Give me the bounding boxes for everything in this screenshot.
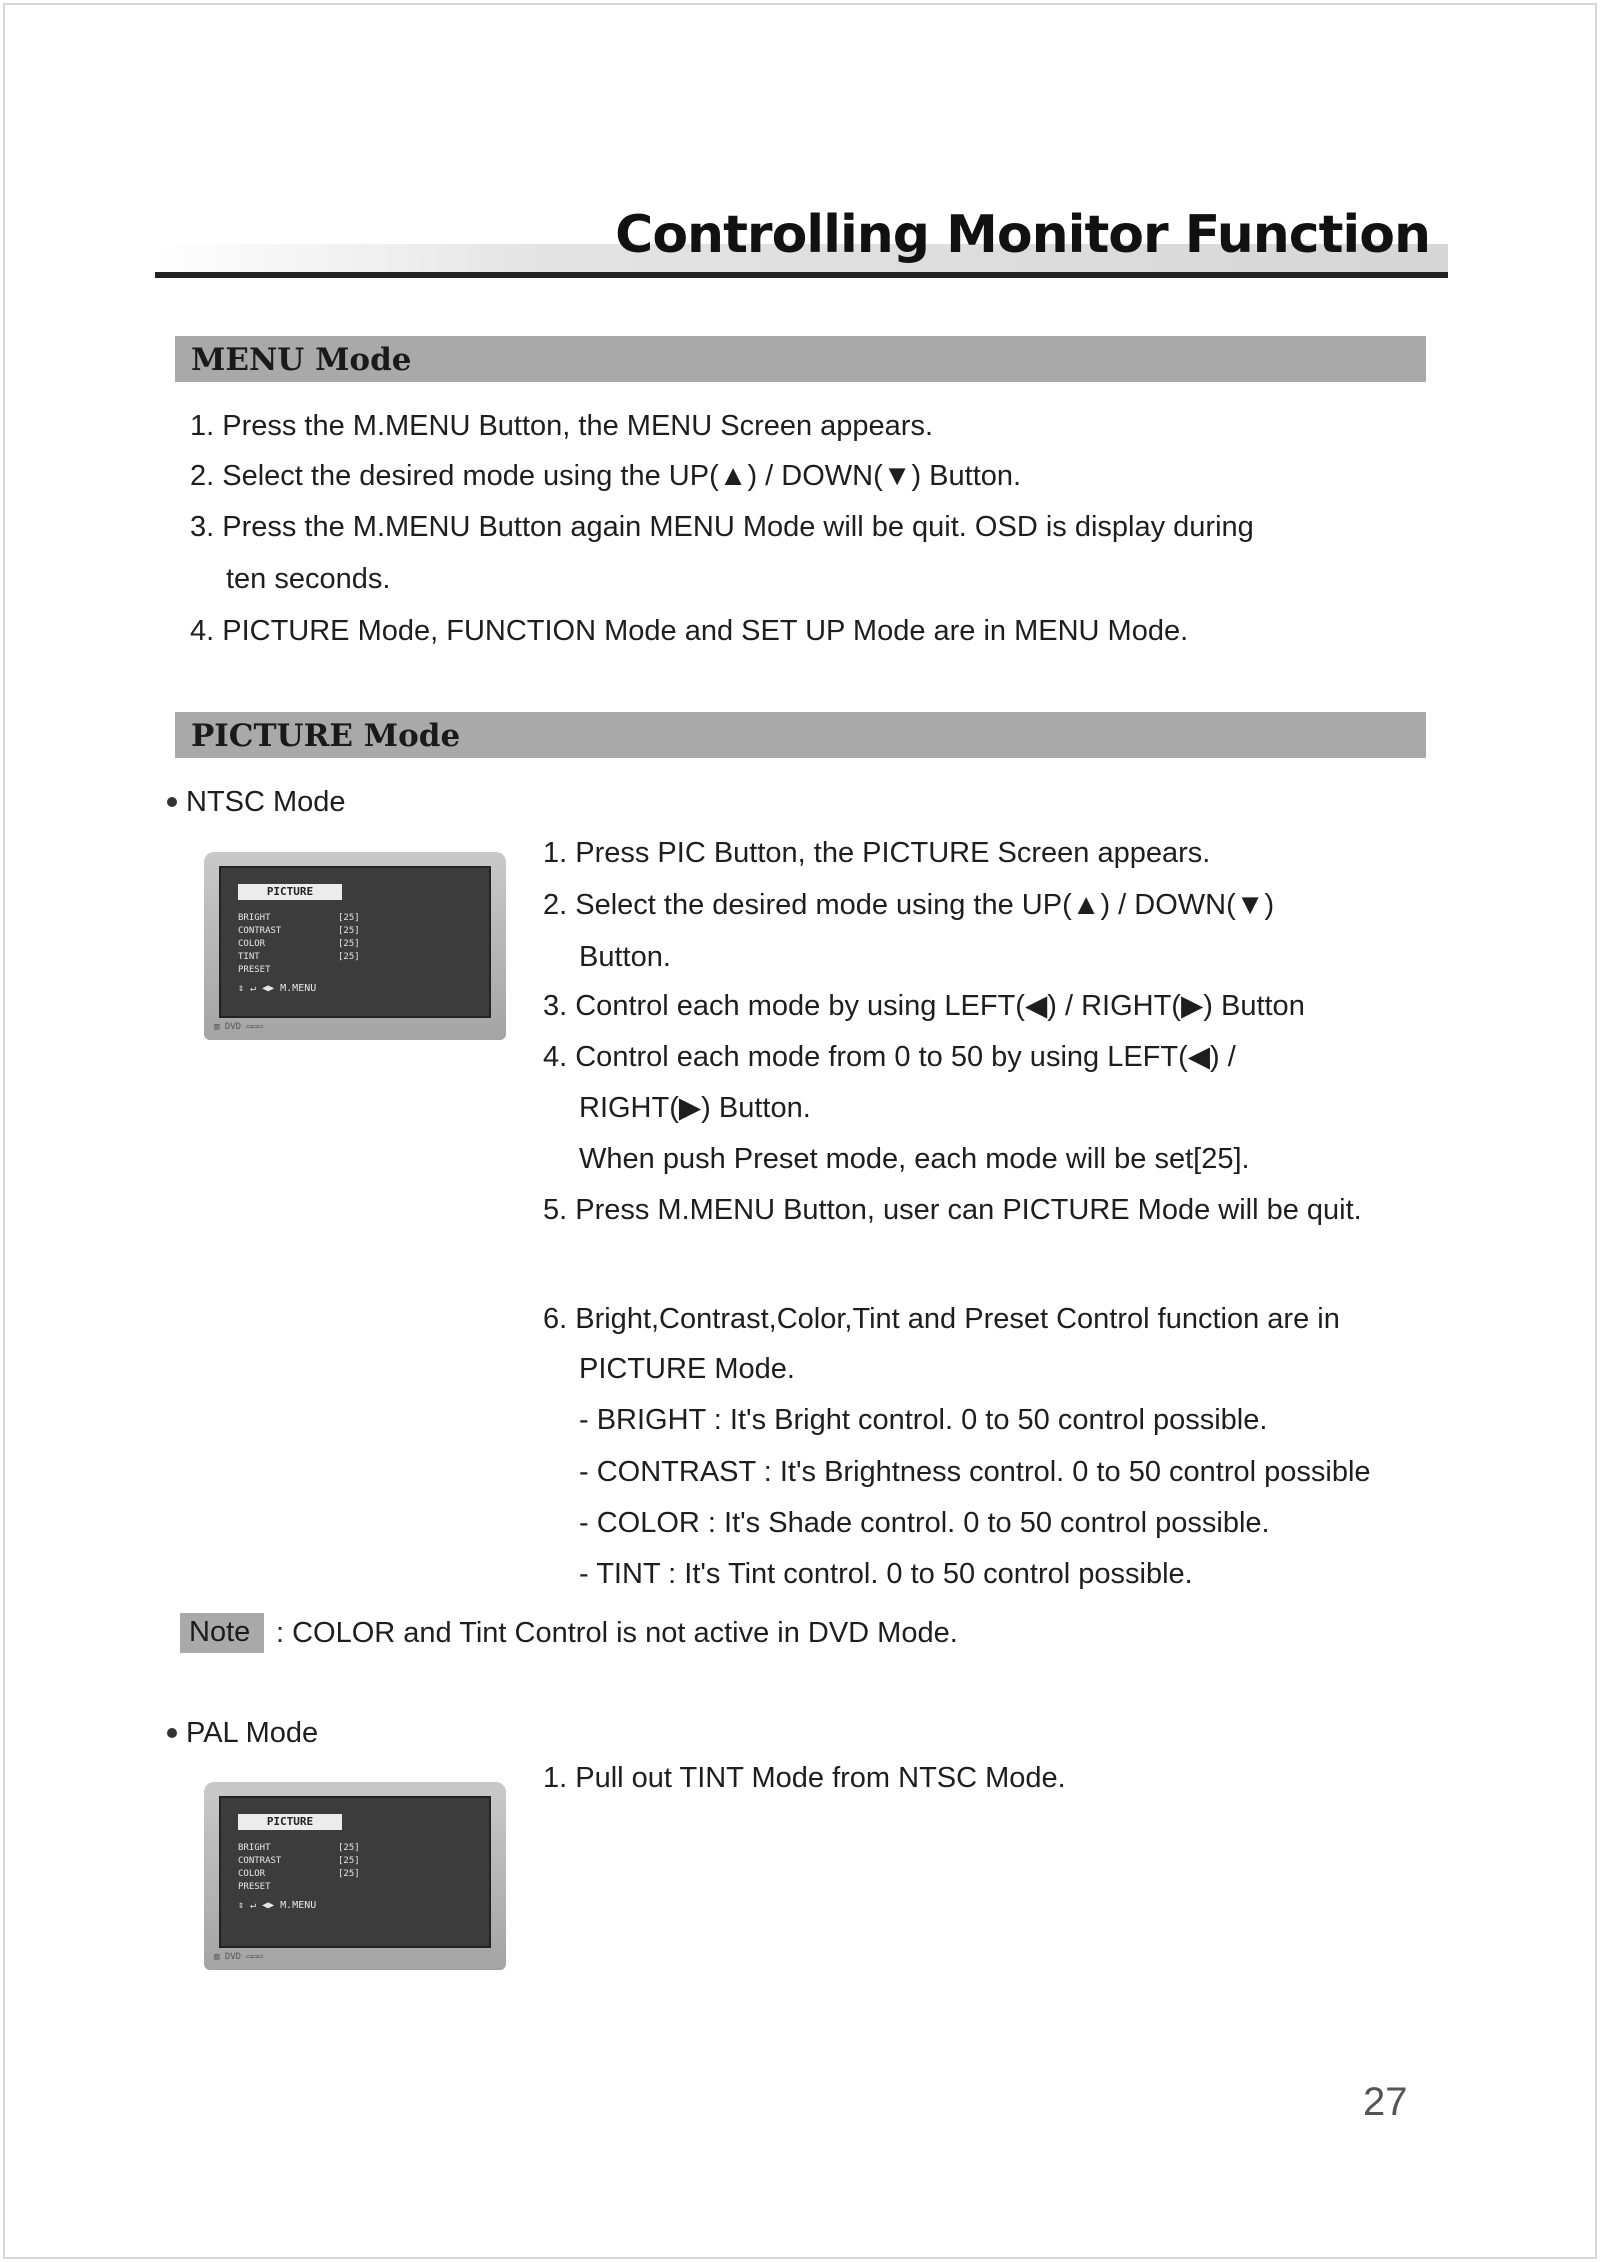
ntsc-step-3: 3. Control each mode by using LEFT(◀) / RIGHT(▶) Button: [543, 990, 1305, 1022]
osd-row: BRIGHT: [238, 913, 271, 923]
ntsc-step-5: 5. Press M.MENU Button, user can PICTURE Mode will be quit.: [543, 1194, 1362, 1226]
menu-step-3-cont: ten seconds.: [226, 563, 391, 595]
color-desc: - COLOR : It's Shade control. 0 to 50 control possible.: [579, 1507, 1270, 1539]
ntsc-step-4-preset: When push Preset mode, each mode will be set[25].: [579, 1143, 1250, 1175]
bullet-icon: [167, 1728, 177, 1738]
bullet-icon: [167, 797, 177, 807]
ntsc-step-6: 6. Bright,Contrast,Color,Tint and Preset Control function are in: [543, 1303, 1340, 1335]
osd-value: [25]: [338, 913, 360, 923]
osd-value: [25]: [338, 1843, 360, 1853]
ntsc-step-2-cont: Button.: [579, 941, 671, 973]
osd-row: TINT: [238, 952, 260, 962]
osd-title: PICTURE: [238, 884, 342, 900]
pal-monitor-image: [204, 1782, 506, 1970]
osd-nav: ⇕ ↵ ◀▶ M.MENU: [238, 983, 317, 994]
page-title: Controlling Monitor Function: [615, 205, 1430, 265]
ntsc-step-2: 2. Select the desired mode using the UP(▲) / DOWN(▼): [543, 889, 1275, 921]
osd-value: [25]: [338, 952, 360, 962]
section-header-picture-mode: [175, 712, 1426, 758]
ntsc-step-4-cont: RIGHT(▶) Button.: [579, 1092, 811, 1124]
ntsc-step-6-cont: PICTURE Mode.: [579, 1353, 795, 1385]
osd-value: [25]: [338, 1856, 360, 1866]
pal-step-1: 1. Pull out TINT Mode from NTSC Mode.: [543, 1762, 1066, 1794]
menu-step-1: 1. Press the M.MENU Button, the MENU Screen appears.: [190, 410, 934, 442]
menu-step-3: 3. Press the M.MENU Button again MENU Mode will be quit. OSD is display during: [190, 511, 1254, 543]
osd-nav: ⇕ ↵ ◀▶ M.MENU: [238, 1900, 317, 1911]
section-header-menu-mode: [175, 336, 1426, 382]
ntsc-step-4: 4. Control each mode from 0 to 50 by using LEFT(◀) /: [543, 1041, 1236, 1073]
osd-row: CONTRAST: [238, 926, 282, 936]
menu-step-4: 4. PICTURE Mode, FUNCTION Mode and SET UP Mode are in MENU Mode.: [190, 615, 1189, 647]
section-title: MENU Mode: [191, 342, 412, 378]
ntsc-step-1: 1. Press PIC Button, the PICTURE Screen appears.: [543, 837, 1211, 869]
ntsc-monitor-image: [204, 852, 506, 1040]
osd-value: [25]: [338, 926, 360, 936]
page-number: 27: [1363, 2080, 1408, 2124]
osd-row: COLOR: [238, 1869, 266, 1879]
osd-value: [25]: [338, 1869, 360, 1879]
note-text: : COLOR and Tint Control is not active in DVD Mode.: [276, 1617, 958, 1649]
menu-step-2: 2. Select the desired mode using the UP(▲) / DOWN(▼) Button.: [190, 460, 1022, 492]
osd-row: PRESET: [238, 1882, 271, 1892]
tint-desc: - TINT : It's Tint control. 0 to 50 control possible.: [579, 1558, 1193, 1590]
osd-row: PRESET: [238, 965, 271, 975]
bright-desc: - BRIGHT : It's Bright control. 0 to 50 control possible.: [579, 1404, 1268, 1436]
note-badge: [180, 1613, 264, 1653]
ntsc-mode-label: NTSC Mode: [186, 786, 346, 818]
section-title: PICTURE Mode: [191, 718, 461, 754]
dvd-logo: ▥ DVD ▭▭▭: [214, 1952, 263, 1962]
osd-title: PICTURE: [238, 1814, 342, 1830]
header-rule: [155, 272, 1448, 278]
pal-mode-label: PAL Mode: [186, 1717, 319, 1749]
osd-row: CONTRAST: [238, 1856, 282, 1866]
osd-row: BRIGHT: [238, 1843, 271, 1853]
note-label: Note: [189, 1616, 251, 1648]
osd-row: COLOR: [238, 939, 266, 949]
dvd-logo: ▥ DVD ▭▭▭: [214, 1022, 263, 1032]
contrast-desc: - CONTRAST : It's Brightness control. 0 to 50 control possible: [579, 1456, 1371, 1488]
osd-value: [25]: [338, 939, 360, 949]
